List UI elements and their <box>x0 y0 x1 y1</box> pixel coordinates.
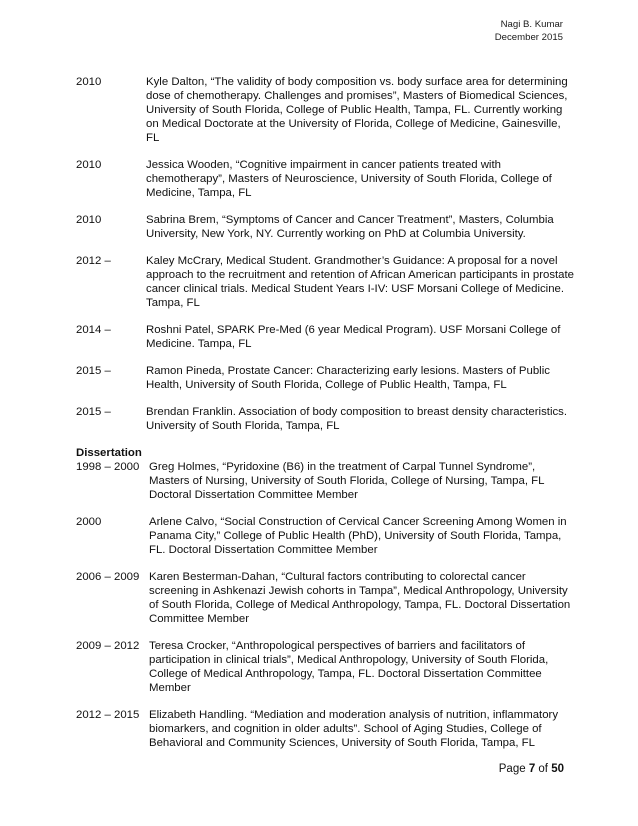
entry-year: 2012 – 2015 <box>76 709 140 721</box>
page-header <box>495 19 563 44</box>
list-item <box>76 254 576 310</box>
entry-year: 2010 <box>76 159 102 171</box>
list-item <box>76 515 576 557</box>
entry-year: 2014 – <box>76 324 111 336</box>
page-of-label: of <box>535 763 552 775</box>
entry-text: Ramon Pineda, Prostate Cancer: Characterizing early lesions. Masters of Public Health, University of South Florida, College of Public Health, Tampa, FL <box>146 365 550 391</box>
student-list <box>76 75 576 433</box>
entry-year: 2006 – 2009 <box>76 571 140 583</box>
page-number: 7 <box>528 763 536 775</box>
entry-year: 2010 <box>76 76 102 88</box>
list-item <box>76 708 576 750</box>
entry-text: Karen Besterman-Dahan, “Cultural factors contributing to colorectal cancer screening in Ashkenazi Jewish cohorts in Tampa”, Medical Anthropology, University of South Florida, College of Medical Anthropology, Tampa, FL. Doctoral Dissertation Committee Member <box>149 571 571 625</box>
dissertation-list <box>76 460 576 750</box>
entry-year: 2010 <box>76 214 102 226</box>
entry-year: 2009 – 2012 <box>76 640 140 652</box>
list-item <box>76 460 576 502</box>
header-date: December 2015 <box>494 31 563 43</box>
list-item <box>76 364 576 392</box>
entry-text: Kaley McCrary, Medical Student. Grandmother’s Guidance: A proposal for a novel approach to the recruitment and retention of African American participants in prostate cancer clinical trials. Medical Student Years I-IV: USF Morsani College of Medicine. Tampa, FL <box>146 255 575 309</box>
entry-text: Arlene Calvo, “Social Construction of Cervical Cancer Screening Among Women in Panama City,” College of Public Health (PhD), University of South Florida, Tampa, FL. Doctoral Dissertation Committee Member <box>149 516 567 556</box>
entry-text: Jessica Wooden, “Cognitive impairment in cancer patients treated with chemotherapy”, Masters of Neuroscience, University of South Florida, College of Medicine, Tampa, FL <box>146 159 552 199</box>
list-item <box>76 158 576 200</box>
page-footer <box>499 762 564 776</box>
entry-year: 2000 <box>76 516 102 528</box>
entry-text: Elizabeth Handling. “Mediation and moderation analysis of nutrition, inflammatory biomarkers, and cognition in older adults”. School of Aging Studies, College of Behavioral and Community Sciences, University of South Florida, Tampa, FL <box>149 709 559 749</box>
entry-year: 2015 – <box>76 365 111 377</box>
list-item <box>76 570 576 626</box>
list-item <box>76 323 576 351</box>
entry-text: Greg Holmes, “Pyridoxine (B6) in the treatment of Carpal Tunnel Syndrome”, Masters of Nursing, University of South Florida, College of Nursing, Tampa, FL Doctoral Dissertation Committee Member <box>149 461 545 501</box>
entry-year: 2012 – <box>76 255 111 267</box>
document-body <box>76 75 576 763</box>
page-label: Page <box>498 763 529 775</box>
entry-text: Sabrina Brem, “Symptoms of Cancer and Cancer Treatment”, Masters, Columbia University, New York, NY. Currently working on PhD at Columbia University. <box>146 214 554 240</box>
page-total: 50 <box>551 763 564 775</box>
list-item <box>76 213 576 241</box>
list-item <box>76 639 576 695</box>
entry-year: 1998 – 2000 <box>76 461 140 473</box>
author-name: Nagi B. Kumar <box>500 19 563 30</box>
entry-text: Kyle Dalton, “The validity of body composition vs. body surface area for determining dose of chemotherapy. Challenges and promises”, Masters of Biomedical Sciences, University of South Florida, College of Public Health, Tampa, FL. Currently working on Medical Doctorate at the University of Florida, College of Medicine, Gainesville, FL <box>146 76 568 144</box>
list-item <box>76 75 576 145</box>
list-item <box>76 405 576 433</box>
section-heading: Dissertation <box>76 447 142 459</box>
entry-text: Teresa Crocker, “Anthropological perspectives of barriers and facilitators of participation in clinical trials”, Medical Anthropology, University of South Florida, College of Medical Anthropology, Tampa, FL. Doctoral Dissertation Committee Member <box>149 640 549 694</box>
entry-year: 2015 – <box>76 406 111 418</box>
entry-text: Roshni Patel, SPARK Pre-Med (6 year Medical Program). USF Morsani College of Medicine. Tampa, FL <box>146 324 561 350</box>
entry-text: Brendan Franklin. Association of body composition to breast density characteristics. University of South Florida, Tampa, FL <box>146 406 568 432</box>
